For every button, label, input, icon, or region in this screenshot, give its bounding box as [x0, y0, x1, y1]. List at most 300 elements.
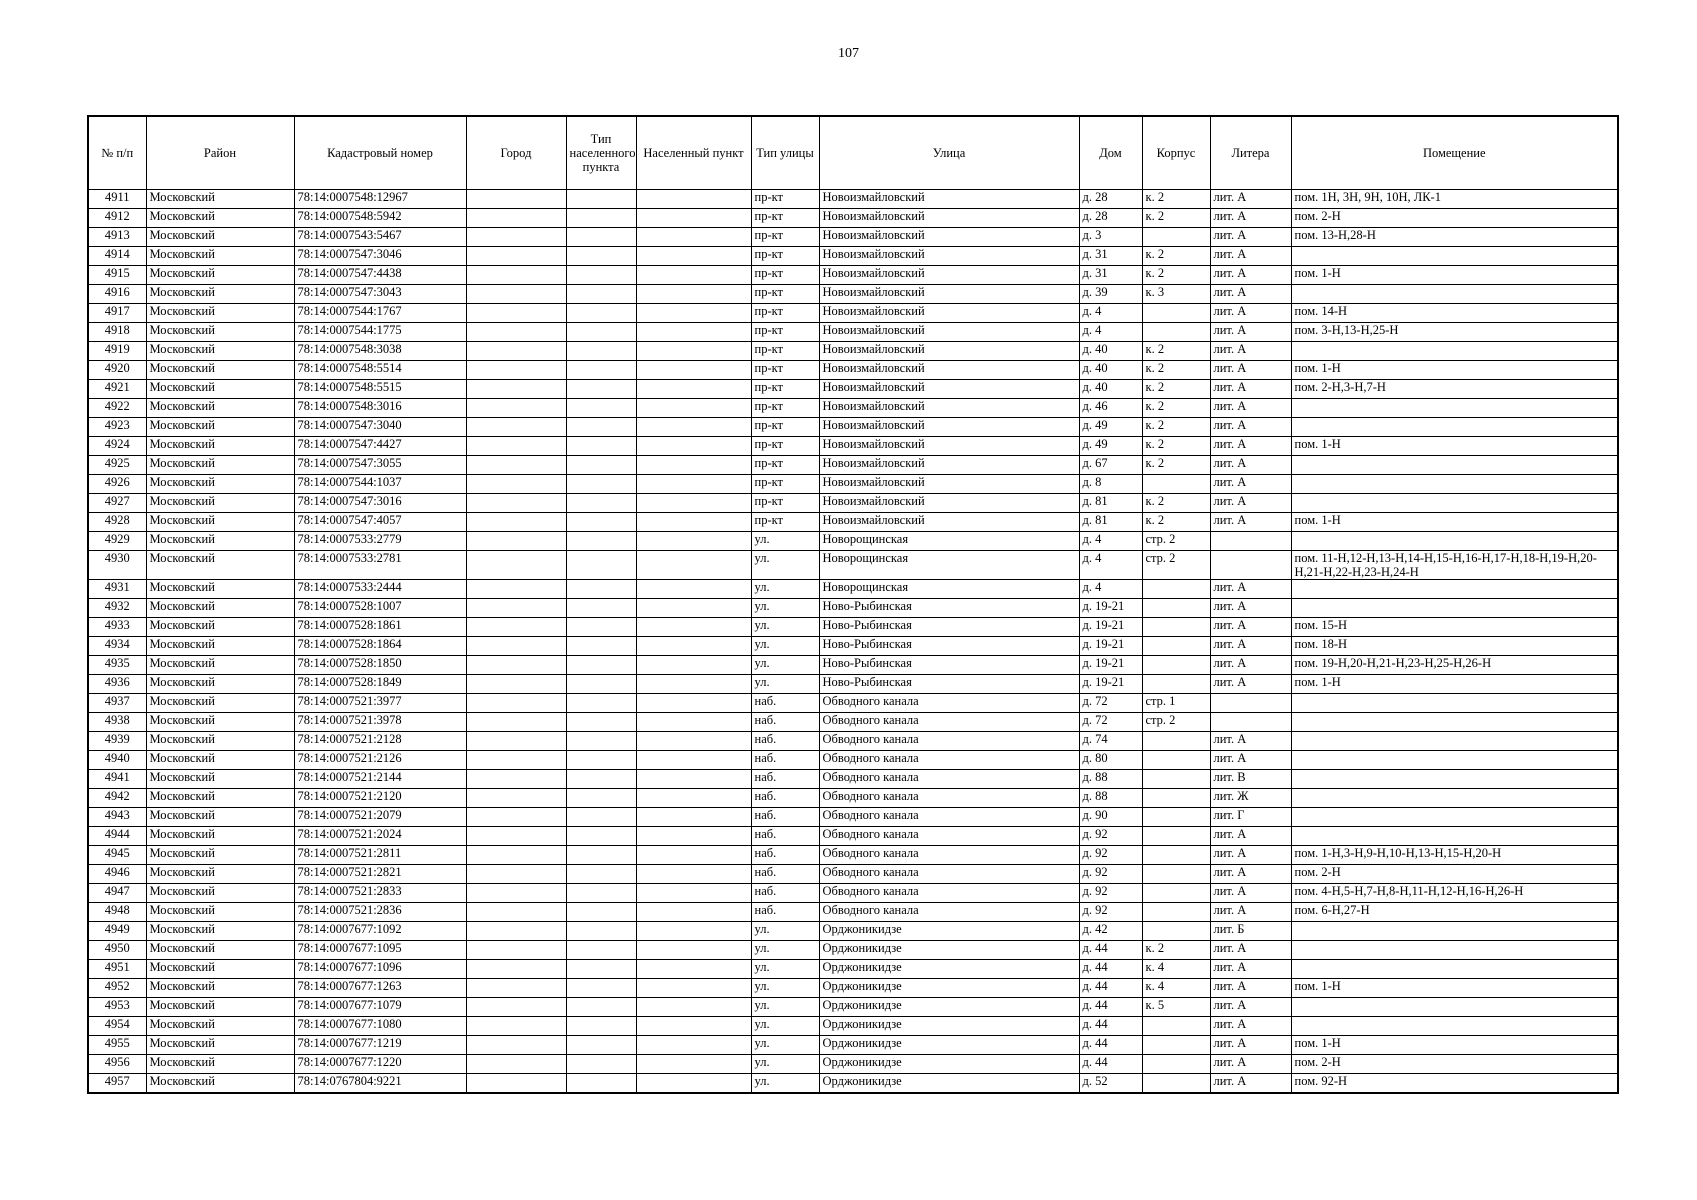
cell-street-type: ул. [751, 599, 819, 618]
cell-city [466, 941, 566, 960]
cell-letter: лит. А [1210, 494, 1291, 513]
cell-street: Обводного канала [819, 713, 1079, 732]
cell-street-type: ул. [751, 618, 819, 637]
cell-number: 4921 [88, 380, 146, 399]
cell-city [466, 618, 566, 637]
col-header-settlement: Населенный пункт [636, 116, 751, 190]
cell-district: Московский [146, 808, 294, 827]
cell-settlement-type [566, 979, 636, 998]
cell-premises: пом. 1-Н [1291, 675, 1618, 694]
cell-settlement-type [566, 846, 636, 865]
cell-building [1142, 580, 1210, 599]
cell-settlement-type [566, 827, 636, 846]
cell-cadastral: 78:14:0007521:2811 [294, 846, 466, 865]
cell-city [466, 846, 566, 865]
cell-premises [1291, 789, 1618, 808]
cell-street-type: пр-кт [751, 304, 819, 323]
cell-settlement-type [566, 475, 636, 494]
cell-district: Московский [146, 865, 294, 884]
cell-cadastral: 78:14:0007528:1007 [294, 599, 466, 618]
cell-number: 4919 [88, 342, 146, 361]
cell-street-type: пр-кт [751, 456, 819, 475]
cell-number: 4930 [88, 551, 146, 580]
cell-district: Московский [146, 770, 294, 789]
cell-building: стр. 2 [1142, 551, 1210, 580]
cell-house: д. 19-21 [1079, 618, 1142, 637]
cell-letter: лит. А [1210, 998, 1291, 1017]
cell-premises [1291, 751, 1618, 770]
cell-number: 4942 [88, 789, 146, 808]
cell-city [466, 1036, 566, 1055]
cell-street-type: пр-кт [751, 266, 819, 285]
cell-letter: лит. А [1210, 637, 1291, 656]
cell-house: д. 44 [1079, 960, 1142, 979]
cell-settlement-type [566, 751, 636, 770]
cell-street: Орджоникидзе [819, 979, 1079, 998]
cell-city [466, 437, 566, 456]
cell-city [466, 922, 566, 941]
cell-house: д. 92 [1079, 865, 1142, 884]
cell-settlement-type [566, 323, 636, 342]
cell-cadastral: 78:14:0007521:2079 [294, 808, 466, 827]
table-row [88, 361, 1618, 380]
cell-building: к. 2 [1142, 266, 1210, 285]
cell-premises [1291, 732, 1618, 751]
cell-district: Московский [146, 713, 294, 732]
cell-premises [1291, 580, 1618, 599]
cell-premises: пом. 2-Н [1291, 1055, 1618, 1074]
table-row [88, 209, 1618, 228]
cell-number: 4927 [88, 494, 146, 513]
cell-settlement-type [566, 380, 636, 399]
cell-letter: лит. А [1210, 865, 1291, 884]
table-row [88, 513, 1618, 532]
cell-city [466, 342, 566, 361]
cell-premises: пом. 2-Н [1291, 209, 1618, 228]
cell-number: 4951 [88, 960, 146, 979]
cell-cadastral: 78:14:0007677:1263 [294, 979, 466, 998]
cell-number: 4940 [88, 751, 146, 770]
col-header-city: Город [466, 116, 566, 190]
cell-settlement [636, 998, 751, 1017]
cell-street: Новоизмайловский [819, 342, 1079, 361]
cell-house: д. 40 [1079, 380, 1142, 399]
table-row [88, 865, 1618, 884]
cell-settlement [636, 903, 751, 922]
table-row [88, 675, 1618, 694]
cell-street-type: пр-кт [751, 228, 819, 247]
table-row [88, 580, 1618, 599]
cell-street: Новоизмайловский [819, 475, 1079, 494]
cell-city [466, 770, 566, 789]
registry-table [87, 115, 1619, 1094]
table-row [88, 656, 1618, 675]
cell-letter: лит. А [1210, 190, 1291, 209]
cell-street-type: пр-кт [751, 285, 819, 304]
cell-premises: пом. 11-Н,12-Н,13-Н,14-Н,15-Н,16-Н,17-Н,18-Н,19-Н,20-Н,21-Н,22-Н,23-Н,24-Н [1291, 551, 1618, 580]
cell-settlement-type [566, 361, 636, 380]
cell-settlement-type [566, 1036, 636, 1055]
cell-number: 4948 [88, 903, 146, 922]
cell-building [1142, 884, 1210, 903]
cell-street: Новоизмайловский [819, 209, 1079, 228]
cell-settlement-type [566, 418, 636, 437]
cell-building: к. 3 [1142, 285, 1210, 304]
cell-cadastral: 78:14:0007677:1079 [294, 998, 466, 1017]
table-row [88, 808, 1618, 827]
cell-premises: пом. 1-Н [1291, 513, 1618, 532]
cell-building: к. 2 [1142, 437, 1210, 456]
cell-letter [1210, 551, 1291, 580]
cell-settlement-type [566, 732, 636, 751]
cell-building [1142, 656, 1210, 675]
cell-settlement-type [566, 266, 636, 285]
cell-district: Московский [146, 846, 294, 865]
cell-building [1142, 228, 1210, 247]
cell-cadastral: 78:14:0007677:1220 [294, 1055, 466, 1074]
cell-settlement-type [566, 865, 636, 884]
cell-premises: пом. 1Н, 3Н, 9Н, 10Н, ЛК-1 [1291, 190, 1618, 209]
cell-district: Московский [146, 304, 294, 323]
cell-building: к. 2 [1142, 513, 1210, 532]
cell-house: д. 31 [1079, 247, 1142, 266]
cell-street-type: пр-кт [751, 342, 819, 361]
cell-building: к. 2 [1142, 380, 1210, 399]
cell-street-type: ул. [751, 580, 819, 599]
cell-city [466, 266, 566, 285]
cell-settlement [636, 190, 751, 209]
cell-letter: лит. А [1210, 1074, 1291, 1094]
cell-building [1142, 323, 1210, 342]
cell-letter: лит. А [1210, 228, 1291, 247]
cell-street-type: наб. [751, 903, 819, 922]
cell-city [466, 475, 566, 494]
cell-settlement [636, 694, 751, 713]
cell-building: к. 4 [1142, 979, 1210, 998]
cell-building [1142, 903, 1210, 922]
cell-cadastral: 78:14:0007521:2128 [294, 732, 466, 751]
cell-house: д. 49 [1079, 418, 1142, 437]
cell-settlement [636, 751, 751, 770]
cell-house: д. 4 [1079, 551, 1142, 580]
cell-city [466, 827, 566, 846]
cell-city [466, 694, 566, 713]
cell-building [1142, 1017, 1210, 1036]
cell-street-type: наб. [751, 884, 819, 903]
cell-cadastral: 78:14:0007547:3046 [294, 247, 466, 266]
cell-house: д. 4 [1079, 580, 1142, 599]
cell-street-type: пр-кт [751, 399, 819, 418]
cell-settlement [636, 380, 751, 399]
cell-letter: лит. А [1210, 456, 1291, 475]
cell-number: 4917 [88, 304, 146, 323]
table-row [88, 941, 1618, 960]
cell-district: Московский [146, 380, 294, 399]
cell-settlement-type [566, 941, 636, 960]
cell-settlement [636, 266, 751, 285]
cell-cadastral: 78:14:0007677:1096 [294, 960, 466, 979]
cell-letter: лит. А [1210, 884, 1291, 903]
cell-letter: лит. А [1210, 475, 1291, 494]
cell-cadastral: 78:14:0007547:4438 [294, 266, 466, 285]
cell-house: д. 74 [1079, 732, 1142, 751]
cell-settlement-type [566, 789, 636, 808]
cell-city [466, 323, 566, 342]
table-row [88, 399, 1618, 418]
cell-settlement [636, 285, 751, 304]
cell-building [1142, 732, 1210, 751]
cell-street: Ново-Рыбинская [819, 637, 1079, 656]
cell-letter [1210, 713, 1291, 732]
cell-street-type: наб. [751, 694, 819, 713]
cell-district: Московский [146, 922, 294, 941]
cell-settlement-type [566, 285, 636, 304]
cell-settlement [636, 808, 751, 827]
cell-number: 4915 [88, 266, 146, 285]
cell-building: стр. 2 [1142, 532, 1210, 551]
cell-cadastral: 78:14:0007547:3055 [294, 456, 466, 475]
cell-building: к. 2 [1142, 209, 1210, 228]
cell-building: к. 2 [1142, 494, 1210, 513]
table-row [88, 732, 1618, 751]
cell-district: Московский [146, 475, 294, 494]
cell-cadastral: 78:14:0007521:2836 [294, 903, 466, 922]
cell-district: Московский [146, 884, 294, 903]
cell-number: 4937 [88, 694, 146, 713]
cell-letter: лит. Ж [1210, 789, 1291, 808]
table-row [88, 418, 1618, 437]
cell-number: 4945 [88, 846, 146, 865]
cell-cadastral: 78:14:0007544:1767 [294, 304, 466, 323]
cell-settlement-type [566, 675, 636, 694]
header-row [88, 116, 1618, 190]
table-row [88, 960, 1618, 979]
cell-street: Обводного канала [819, 827, 1079, 846]
cell-district: Московский [146, 247, 294, 266]
cell-street: Обводного канала [819, 751, 1079, 770]
cell-building [1142, 770, 1210, 789]
cell-street: Обводного канала [819, 808, 1079, 827]
cell-district: Московский [146, 266, 294, 285]
cell-letter: лит. А [1210, 1055, 1291, 1074]
cell-house: д. 31 [1079, 266, 1142, 285]
cell-street-type: наб. [751, 827, 819, 846]
cell-street: Новорощинская [819, 551, 1079, 580]
cell-city [466, 513, 566, 532]
cell-house: д. 40 [1079, 361, 1142, 380]
cell-settlement [636, 494, 751, 513]
col-header-street-type: Тип улицы [751, 116, 819, 190]
table-row [88, 456, 1618, 475]
cell-house: д. 49 [1079, 437, 1142, 456]
cell-settlement-type [566, 304, 636, 323]
cell-district: Московский [146, 1074, 294, 1094]
cell-cadastral: 78:14:0007521:3978 [294, 713, 466, 732]
cell-number: 4914 [88, 247, 146, 266]
cell-cadastral: 78:14:0007548:5515 [294, 380, 466, 399]
cell-cadastral: 78:14:0007547:3043 [294, 285, 466, 304]
cell-cadastral: 78:14:0007528:1850 [294, 656, 466, 675]
col-header-cadastral: Кадастровый номер [294, 116, 466, 190]
cell-letter: лит. А [1210, 732, 1291, 751]
cell-city [466, 247, 566, 266]
cell-house: д. 19-21 [1079, 637, 1142, 656]
cell-settlement-type [566, 884, 636, 903]
cell-number: 4955 [88, 1036, 146, 1055]
cell-street-type: ул. [751, 551, 819, 580]
cell-premises: пом. 92-Н [1291, 1074, 1618, 1094]
cell-letter: лит. А [1210, 903, 1291, 922]
cell-street-type: пр-кт [751, 380, 819, 399]
cell-letter: лит. А [1210, 599, 1291, 618]
cell-number: 4920 [88, 361, 146, 380]
table-row [88, 694, 1618, 713]
cell-letter: лит. А [1210, 941, 1291, 960]
table-row [88, 922, 1618, 941]
cell-cadastral: 78:14:0007547:3040 [294, 418, 466, 437]
cell-settlement [636, 1055, 751, 1074]
cell-settlement [636, 770, 751, 789]
cell-settlement [636, 1074, 751, 1094]
cell-street: Новоизмайловский [819, 228, 1079, 247]
cell-house: д. 4 [1079, 304, 1142, 323]
cell-street-type: ул. [751, 675, 819, 694]
cell-district: Московский [146, 960, 294, 979]
cell-cadastral: 78:14:0007521:2120 [294, 789, 466, 808]
cell-house: д. 88 [1079, 770, 1142, 789]
cell-street-type: наб. [751, 751, 819, 770]
cell-district: Московский [146, 903, 294, 922]
cell-street: Ново-Рыбинская [819, 675, 1079, 694]
cell-street: Ново-Рыбинская [819, 656, 1079, 675]
cell-settlement-type [566, 209, 636, 228]
table-row [88, 713, 1618, 732]
cell-district: Московский [146, 551, 294, 580]
col-header-street: Улица [819, 116, 1079, 190]
cell-building: к. 2 [1142, 456, 1210, 475]
cell-street: Орджоникидзе [819, 1074, 1079, 1094]
cell-street-type: наб. [751, 732, 819, 751]
table-row [88, 827, 1618, 846]
cell-street-type: наб. [751, 789, 819, 808]
cell-number: 4939 [88, 732, 146, 751]
cell-settlement [636, 228, 751, 247]
cell-cadastral: 78:14:0007677:1219 [294, 1036, 466, 1055]
cell-settlement [636, 209, 751, 228]
cell-settlement-type [566, 770, 636, 789]
col-header-number: № п/п [88, 116, 146, 190]
cell-premises: пом. 1-Н [1291, 361, 1618, 380]
cell-settlement [636, 713, 751, 732]
cell-district: Московский [146, 437, 294, 456]
cell-city [466, 789, 566, 808]
cell-house: д. 42 [1079, 922, 1142, 941]
cell-building [1142, 865, 1210, 884]
cell-street-type: ул. [751, 1017, 819, 1036]
cell-settlement [636, 846, 751, 865]
cell-settlement-type [566, 247, 636, 266]
cell-house: д. 8 [1079, 475, 1142, 494]
table-row [88, 475, 1618, 494]
cell-premises: пом. 6-Н,27-Н [1291, 903, 1618, 922]
cell-premises [1291, 475, 1618, 494]
cell-letter: лит. А [1210, 247, 1291, 266]
cell-number: 4957 [88, 1074, 146, 1094]
cell-district: Московский [146, 342, 294, 361]
cell-cadastral: 78:14:0007533:2779 [294, 532, 466, 551]
cell-district: Московский [146, 732, 294, 751]
cell-house: д. 44 [1079, 1017, 1142, 1036]
cell-house: д. 92 [1079, 827, 1142, 846]
cell-street-type: наб. [751, 808, 819, 827]
cell-letter: лит. А [1210, 979, 1291, 998]
cell-city [466, 418, 566, 437]
cell-street-type: ул. [751, 960, 819, 979]
cell-building [1142, 1074, 1210, 1094]
cell-number: 4911 [88, 190, 146, 209]
cell-street-type: ул. [751, 979, 819, 998]
cell-settlement-type [566, 532, 636, 551]
cell-premises: пом. 4-Н,5-Н,7-Н,8-Н,11-Н,12-Н,16-Н,26-Н [1291, 884, 1618, 903]
cell-settlement [636, 732, 751, 751]
cell-building: к. 2 [1142, 941, 1210, 960]
col-header-building: Корпус [1142, 116, 1210, 190]
cell-settlement-type [566, 551, 636, 580]
cell-street-type: ул. [751, 532, 819, 551]
cell-settlement [636, 580, 751, 599]
cell-settlement [636, 865, 751, 884]
cell-city [466, 399, 566, 418]
cell-number: 4944 [88, 827, 146, 846]
cell-city [466, 1074, 566, 1094]
cell-district: Московский [146, 656, 294, 675]
cell-city [466, 808, 566, 827]
cell-street: Новоизмайловский [819, 418, 1079, 437]
cell-settlement-type [566, 1055, 636, 1074]
table-row [88, 551, 1618, 580]
cell-cadastral: 78:14:0007677:1092 [294, 922, 466, 941]
cell-house: д. 67 [1079, 456, 1142, 475]
cell-number: 4924 [88, 437, 146, 456]
cell-street: Новорощинская [819, 580, 1079, 599]
cell-settlement-type [566, 190, 636, 209]
cell-number: 4923 [88, 418, 146, 437]
cell-house: д. 44 [1079, 979, 1142, 998]
cell-settlement-type [566, 903, 636, 922]
cell-city [466, 675, 566, 694]
cell-letter: лит. А [1210, 437, 1291, 456]
cell-house: д. 92 [1079, 903, 1142, 922]
cell-settlement [636, 1036, 751, 1055]
cell-city [466, 361, 566, 380]
cell-number: 4953 [88, 998, 146, 1017]
cell-street: Новоизмайловский [819, 285, 1079, 304]
cell-settlement-type [566, 713, 636, 732]
cell-district: Московский [146, 494, 294, 513]
cell-cadastral: 78:14:0007547:3016 [294, 494, 466, 513]
cell-premises [1291, 599, 1618, 618]
cell-letter: лит. А [1210, 513, 1291, 532]
cell-building [1142, 922, 1210, 941]
table-row [88, 342, 1618, 361]
cell-settlement-type [566, 456, 636, 475]
table-row [88, 998, 1618, 1017]
cell-premises: пом. 18-Н [1291, 637, 1618, 656]
cell-street-type: ул. [751, 1036, 819, 1055]
cell-street: Новоизмайловский [819, 323, 1079, 342]
cell-number: 4926 [88, 475, 146, 494]
cell-letter: лит. А [1210, 1036, 1291, 1055]
